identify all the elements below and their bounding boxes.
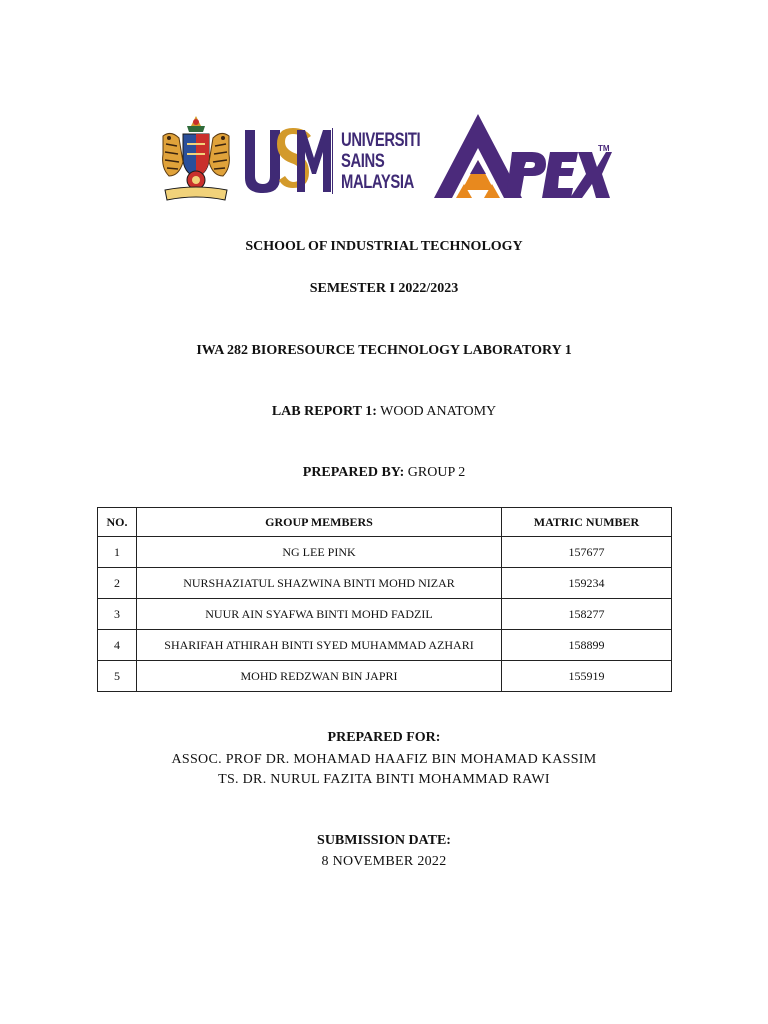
table-row bbox=[98, 537, 672, 568]
group-members-table bbox=[97, 507, 672, 692]
course-title: IWA 282 BIORESOURCE TECHNOLOGY LABORATORY 1 bbox=[196, 343, 572, 358]
school-name: SCHOOL OF INDUSTRIAL TECHNOLOGY bbox=[245, 239, 523, 254]
usm-monogram-icon bbox=[243, 128, 333, 194]
logo-band bbox=[0, 108, 768, 208]
apex-logo bbox=[432, 112, 612, 204]
table-row bbox=[98, 661, 672, 692]
row-matric-number: 157677 bbox=[502, 537, 672, 568]
table-row bbox=[98, 630, 672, 661]
prepared-by-label: PREPARED BY: bbox=[302, 465, 405, 480]
lab-report-label: LAB REPORT 1: bbox=[271, 404, 377, 419]
row-no: 2 bbox=[98, 568, 137, 599]
header-matric-number: MATRIC NUMBER bbox=[502, 508, 672, 537]
lecturer-name: TS. DR. NURUL FAZITA BINTI MOHAMMAD RAWI bbox=[218, 772, 550, 787]
usm-word-line-2: SAINS bbox=[341, 151, 385, 172]
prepared-for-label: PREPARED FOR: bbox=[327, 730, 441, 745]
usm-wordmark bbox=[341, 130, 421, 193]
row-member-name: NUUR AIN SYAFWA BINTI MOHD FADZIL bbox=[137, 599, 502, 630]
row-matric-number: 159234 bbox=[502, 568, 672, 599]
apex-triangle-icon bbox=[432, 112, 612, 204]
row-matric-number: 158277 bbox=[502, 599, 672, 630]
row-no: 5 bbox=[98, 661, 137, 692]
lab-report-title: WOOD ANATOMY bbox=[380, 404, 497, 419]
usm-logo bbox=[243, 128, 423, 198]
prepared-by-value: GROUP 2 bbox=[407, 465, 466, 480]
row-member-name: NURSHAZIATUL SHAZWINA BINTI MOHD NIZAR bbox=[137, 568, 502, 599]
row-member-name: NG LEE PINK bbox=[137, 537, 502, 568]
table-header-row bbox=[98, 508, 672, 537]
row-matric-number: 155919 bbox=[502, 661, 672, 692]
prepared-by-line bbox=[0, 464, 768, 482]
row-no: 4 bbox=[98, 630, 137, 661]
row-member-name: SHARIFAH ATHIRAH BINTI SYED MUHAMMAD AZHARI bbox=[137, 630, 502, 661]
header-group-members: GROUP MEMBERS bbox=[137, 508, 502, 537]
lab-report-line bbox=[0, 403, 768, 421]
lecturer-name: ASSOC. PROF DR. MOHAMAD HAAFIZ BIN MOHAMAD KASSIM bbox=[171, 752, 597, 767]
row-member-name: MOHD REDZWAN BIN JAPRI bbox=[137, 661, 502, 692]
row-matric-number: 158899 bbox=[502, 630, 672, 661]
semester: SEMESTER I 2022/2023 bbox=[309, 281, 459, 296]
row-no: 1 bbox=[98, 537, 137, 568]
usm-word-line-1: UNIVERSITI bbox=[341, 130, 421, 151]
submission-date: 8 NOVEMBER 2022 bbox=[321, 854, 447, 869]
header-no: NO. bbox=[98, 508, 137, 537]
table-row bbox=[98, 568, 672, 599]
row-no: 3 bbox=[98, 599, 137, 630]
usm-word-line-3: MALAYSIA bbox=[341, 172, 414, 193]
usm-crest-logo bbox=[157, 114, 235, 206]
table-row bbox=[98, 599, 672, 630]
submission-date-label: SUBMISSION DATE: bbox=[317, 833, 451, 848]
apex-trademark: TM bbox=[598, 144, 610, 153]
